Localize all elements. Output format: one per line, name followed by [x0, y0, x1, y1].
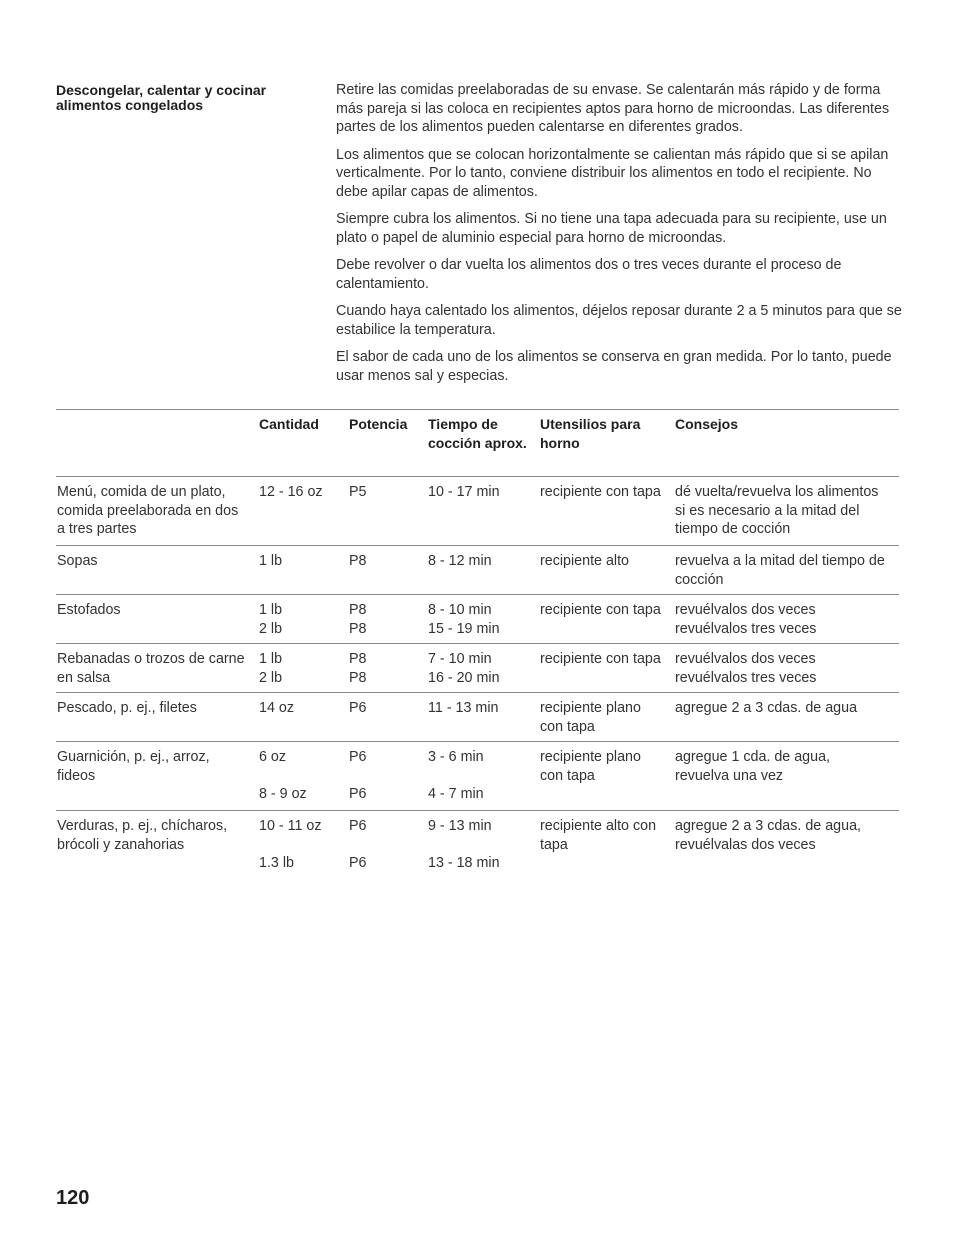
- cookware-cell: recipiente con tapa: [540, 651, 661, 667]
- tips-cell: agregue 2 a 3 cdas. de agua, revuélvalas dos veces: [675, 818, 862, 853]
- tip-value: revuélvalos dos veces: [675, 602, 816, 618]
- power-cell: P6: [349, 700, 367, 716]
- time-value: 9 - 13 min: [428, 818, 492, 834]
- tips-cell: [662, 595, 887, 643]
- tips-cell: [662, 644, 887, 692]
- table-row: [56, 693, 899, 742]
- quantity-cell: 12 - 16 oz: [259, 484, 323, 500]
- power-cell: [336, 811, 415, 879]
- tips-cell: agregue 1 cda. de agua, revuelva una vez: [675, 749, 831, 784]
- power-cell: [336, 595, 415, 643]
- cookware-cell: recipiente plano con tapa: [540, 749, 641, 784]
- quantity-value: 6 oz: [259, 749, 287, 765]
- power-cell: [336, 742, 415, 810]
- spacer: [349, 767, 415, 786]
- page-number: 120: [56, 1187, 90, 1209]
- food-cell: Pescado, p. ej., filetes: [57, 700, 197, 716]
- time-cell: [415, 595, 527, 643]
- cookware-cell: recipiente alto: [540, 553, 630, 569]
- time-cell: [415, 811, 527, 879]
- quantity-value: 8 - 9 oz: [259, 786, 307, 802]
- header-tips: Consejos: [675, 416, 739, 432]
- quantity-cell: [246, 742, 336, 810]
- time-value: 7 - 10 min: [428, 651, 492, 667]
- intro-paragraph: El sabor de cada uno de los alimentos se conserva en gran medida. Por lo tanto, puede usar menos sal y especias.: [336, 349, 892, 384]
- spacer: [259, 836, 336, 855]
- power-cell: P5: [349, 484, 367, 500]
- tips-cell: agregue 2 a 3 cdas. de agua: [675, 700, 858, 716]
- quantity-cell: 14 oz: [259, 700, 294, 716]
- time-cell: [415, 742, 527, 810]
- cookware-cell: recipiente alto con tapa: [540, 818, 657, 853]
- food-cell: Estofados: [57, 602, 121, 618]
- spacer: [259, 767, 336, 786]
- power-cell: P8: [349, 553, 367, 569]
- spacer: [428, 836, 527, 855]
- time-cell: [415, 644, 527, 692]
- cookware-cell: recipiente con tapa: [540, 602, 661, 618]
- food-cell: Sopas: [57, 553, 98, 569]
- table-row: [56, 742, 899, 811]
- table-row: [56, 546, 899, 595]
- power-cell: [336, 644, 415, 692]
- table-row: [56, 644, 899, 693]
- power-value: P6: [349, 818, 367, 834]
- quantity-value: 2 lb: [259, 620, 283, 637]
- food-cell: Rebanadas o trozos de carne en salsa: [57, 651, 245, 686]
- intro-text: [336, 81, 906, 394]
- intro-paragraph: Siempre cubra los alimentos. Si no tiene una tapa adecuada para su recipiente, use un plato o papel de aluminio especial para horno de microondas.: [336, 211, 887, 246]
- tips-cell: revuelva a la mitad del tiempo de cocción: [675, 553, 885, 588]
- cooking-table: [56, 409, 899, 879]
- quantity-cell: 1 lb: [259, 553, 283, 569]
- section-title: Descongelar, calentar y cocinar alimentos congelados: [56, 82, 267, 113]
- intro-paragraph: Los alimentos que se colocan horizontalmente se calientan más rápido que si se apilan verticalmente. Por lo tanto, conviene distribuir los alimentos en todo el recipiente. No debe apilar capas de alimentos.: [336, 146, 889, 200]
- power-value: P8: [349, 602, 367, 618]
- cookware-cell: recipiente plano con tapa: [540, 700, 641, 735]
- quantity-cell: [246, 811, 336, 879]
- time-cell: 10 - 17 min: [428, 484, 500, 500]
- power-value: P6: [349, 749, 367, 765]
- food-cell: Verduras, p. ej., chícharos, brócoli y zanahorias: [57, 818, 228, 853]
- intro-paragraph: Cuando haya calentado los alimentos, déjelos reposar durante 2 a 5 minutos para que se estabilice la temperatura.: [336, 303, 902, 338]
- time-value: 4 - 7 min: [428, 786, 484, 802]
- power-value: P8: [349, 620, 367, 637]
- quantity-value: 10 - 11 oz: [259, 818, 322, 834]
- time-value: 16 - 20 min: [428, 669, 500, 686]
- time-value: 3 - 6 min: [428, 749, 484, 765]
- header-time: Tiempo de cocción aprox.: [428, 416, 527, 451]
- spacer: [349, 836, 415, 855]
- header-power: Potencia: [349, 416, 408, 432]
- time-value: 13 - 18 min: [428, 855, 500, 871]
- table-row: [56, 811, 899, 879]
- food-cell: Guarnición, p. ej., arroz, fideos: [57, 749, 210, 784]
- time-cell: 11 - 13 min: [428, 700, 499, 716]
- header-cookware: Utensilios para horno: [540, 416, 641, 451]
- quantity-value: 1 lb: [259, 602, 283, 618]
- table-row: [56, 477, 899, 546]
- time-value: 15 - 19 min: [428, 620, 500, 637]
- table-header: [56, 410, 899, 477]
- intro-paragraph: Debe revolver o dar vuelta los alimentos dos o tres veces durante el proceso de calentamiento.: [336, 257, 842, 292]
- power-value: P6: [349, 786, 367, 802]
- cookware-cell: recipiente con tapa: [540, 484, 661, 500]
- table-row: [56, 595, 899, 644]
- time-cell: 8 - 12 min: [428, 553, 492, 569]
- quantity-value: 1.3 lb: [259, 855, 294, 871]
- spacer: [428, 767, 527, 786]
- quantity-value: 1 lb: [259, 651, 283, 667]
- tip-value: revuélvalos tres veces: [675, 669, 817, 686]
- quantity-cell: [246, 644, 336, 692]
- food-cell: Menú, comida de un plato, comida preelaborada en dos a tres partes: [57, 484, 239, 537]
- quantity-cell: [246, 595, 336, 643]
- power-value: P8: [349, 669, 367, 686]
- header-food: [56, 410, 246, 476]
- intro-paragraph: Retire las comidas preelaboradas de su envase. Se calentarán más rápido y de forma más pareja si las coloca en recipientes aptos para horno de microondas. Las diferentes partes de los alimentos pueden calentarse en diferentes grados.: [336, 82, 890, 135]
- header-quantity: Cantidad: [259, 416, 319, 432]
- tip-value: revuélvalos tres veces: [675, 620, 817, 637]
- tips-cell: dé vuelta/revuelva los alimentos si es necesario a la mitad del tiempo de cocción: [675, 484, 879, 537]
- power-value: P6: [349, 855, 367, 871]
- time-value: 8 - 10 min: [428, 602, 492, 618]
- tip-value: revuélvalos dos veces: [675, 651, 816, 667]
- power-value: P8: [349, 651, 367, 667]
- quantity-value: 2 lb: [259, 669, 283, 686]
